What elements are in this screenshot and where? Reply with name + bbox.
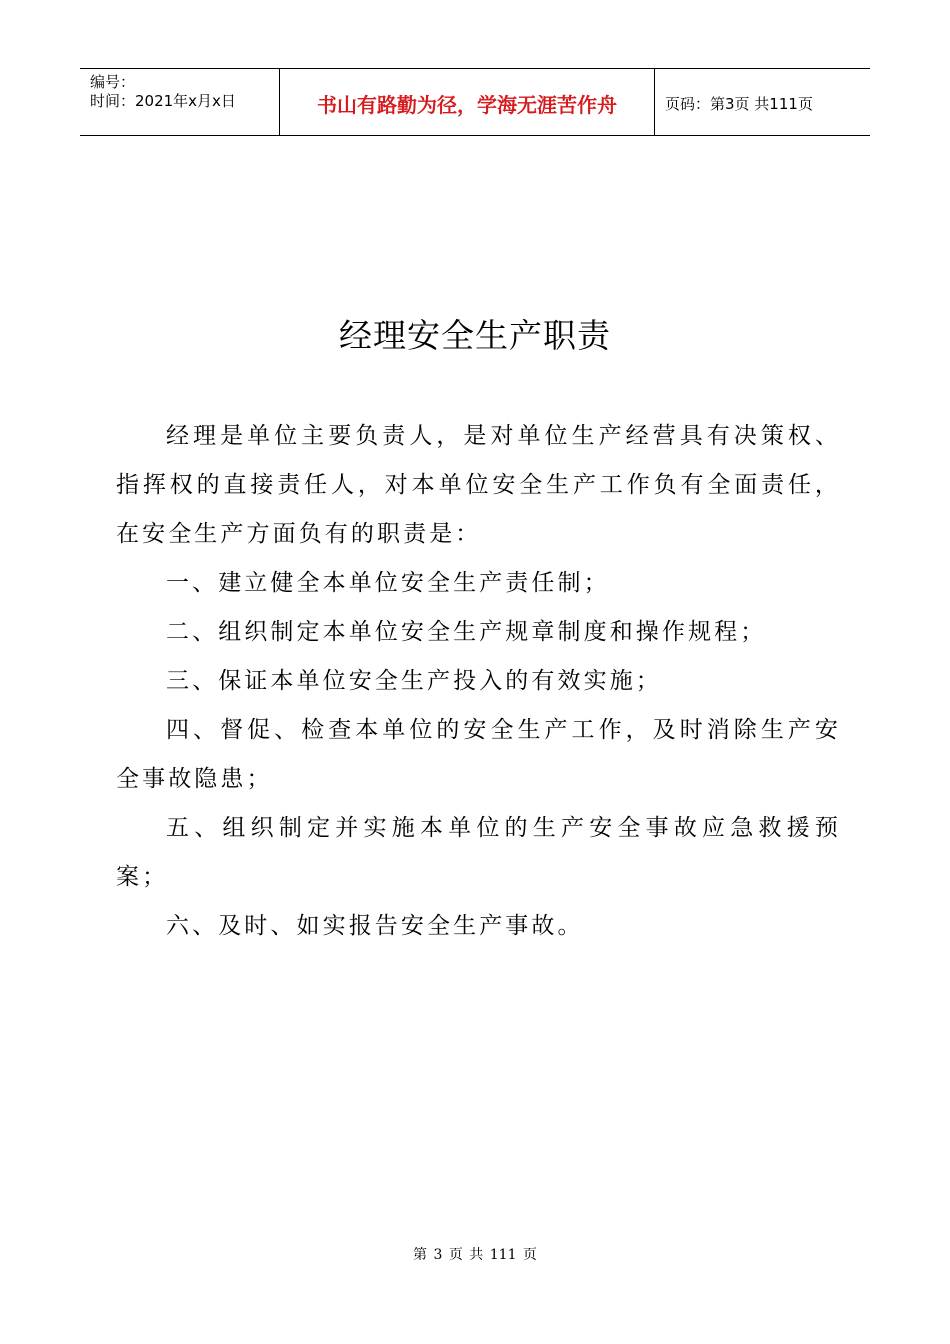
header-motto: 书山有路勤为径，学海无涯苦作舟	[317, 93, 617, 117]
body-paragraph-item-3: 三、保证本单位安全生产投入的有效实施；	[166, 668, 662, 694]
body-paragraph-intro: 经理是单位主要负责人，是对单位生产经营具有决策权、指挥权的直接责任人，对本单位安全生产工作负有全面责任，在安全生产方面负有的职责是：	[116, 423, 841, 547]
body-paragraph-item-2: 二、组织制定本单位安全生产规章制度和操作规程；	[166, 619, 767, 645]
document-number-label: 编号：	[90, 73, 136, 91]
header-page-info: 页码：第3页 共111页	[665, 95, 813, 113]
document-body	[116, 412, 841, 951]
document-title: 经理安全生产职责	[339, 316, 611, 355]
header-meta-cell	[80, 69, 280, 135]
body-paragraph-item-5: 五、组织制定并实施本单位的生产安全事故应急救援预案；	[116, 815, 841, 890]
body-paragraph-item-6: 六、及时、如实报告安全生产事故。	[166, 913, 584, 939]
body-paragraph-item-4: 四、督促、检查本单位的安全生产工作，及时消除生产安全事故隐患；	[116, 717, 841, 792]
body-paragraph-item-1: 一、建立健全本单位安全生产责任制；	[166, 570, 610, 596]
document-date-label: 时间：2021年x月x日	[90, 92, 236, 110]
header-page-cell	[655, 69, 870, 135]
header-motto-cell	[280, 69, 655, 135]
page-footer: 第 3 页 共 111 页	[413, 1247, 537, 1263]
page-header	[80, 68, 870, 136]
